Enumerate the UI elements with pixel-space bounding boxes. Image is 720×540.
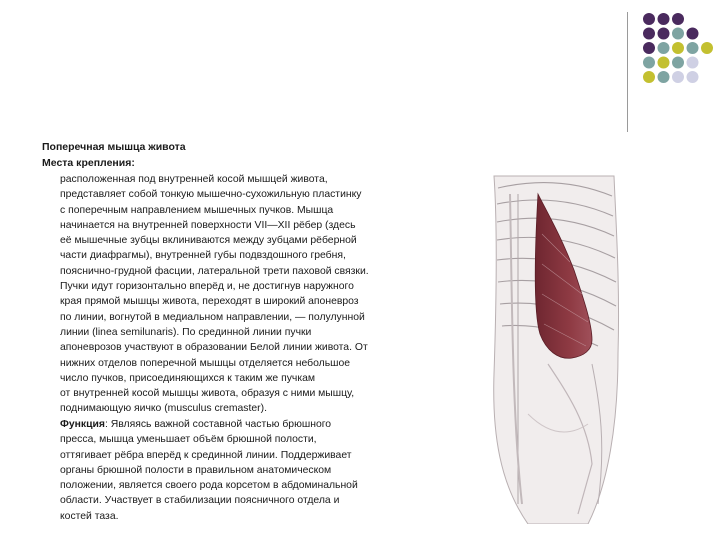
text-line: положении, является своего рода корсетом в абдоминальной	[60, 480, 358, 492]
text-line: нижних отделов поперечной мышцы отделяется небольшое	[60, 357, 351, 369]
text-line: её мышечные зубцы вклиниваются между зубцами рёберной	[60, 235, 357, 247]
attachment-heading: Места крепления:	[42, 157, 135, 169]
decorative-dot	[643, 57, 655, 69]
decorative-dot	[658, 28, 670, 40]
decorative-dot	[672, 57, 684, 69]
text-line: края прямой мышцы живота, переходят в широкий апоневроз	[60, 296, 359, 308]
text-line: апоневрозов участвуют в образовании Белой линии живота. От	[60, 342, 368, 354]
text-line: части диафрагмы), внутренней губы подвздошного гребня,	[60, 250, 346, 262]
decorative-dot	[643, 42, 655, 54]
text-line: оттягивает рёбра вперёд к срединной линии. Поддерживает	[60, 449, 352, 461]
text-line: с поперечным направлением мышечных пучков. Мышца	[60, 204, 334, 216]
decorative-dot	[658, 71, 670, 83]
description-text	[60, 172, 369, 417]
text-line: расположенная под внутренней косой мышцей живота,	[60, 174, 328, 185]
decorative-dot	[658, 42, 670, 54]
decorative-dot	[672, 42, 684, 54]
decorative-dot-grid	[642, 12, 718, 112]
decorative-dot	[643, 71, 655, 83]
decorative-dot	[643, 13, 655, 25]
text-line: поднимающую яичко (musculus cremaster).	[60, 403, 267, 415]
page-title: Поперечная мышца живота	[42, 141, 186, 153]
function-intro: : Являясь важной составной частью брюшного	[104, 419, 332, 430]
text-line: Пучки идут горизонтально вперёд и, не достигнув наружного	[60, 281, 354, 293]
text-line: органы брюшной полости в правильном анатомическом	[60, 464, 332, 476]
text-line: по линии, вогнутой в медиальном направлении, — полулунной	[60, 311, 365, 323]
text-line: начинается на внутренней поверхности VII—XII рёбер (здесь	[60, 219, 356, 231]
text-line: представляет собой тонкую мышечно-сухожильную пластинку	[60, 189, 362, 201]
text-line: пояснично-грудной фасции, латеральной трети паховой связки.	[60, 265, 369, 277]
decorative-dot	[687, 71, 699, 83]
text-line: пресса, мышца уменьшает объём брюшной полости,	[60, 434, 317, 446]
decorative-dot	[687, 28, 699, 40]
divider-line	[627, 12, 628, 132]
text-line: линии (linea semilunaris). По срединной линии пучки	[60, 326, 312, 338]
decorative-dot	[701, 42, 713, 54]
decorative-dot	[643, 28, 655, 40]
text-line: от внутренней косой мышцы живота, образуя с ними мышцу,	[60, 388, 355, 400]
text-line	[60, 417, 358, 432]
decorative-dot	[672, 28, 684, 40]
text-line: области. Участвует в стабилизации поясничного отдела и	[60, 495, 340, 507]
decorative-dot	[658, 57, 670, 69]
decorative-dot	[687, 42, 699, 54]
decorative-dot	[672, 71, 684, 83]
decorative-dot	[672, 13, 684, 25]
function-label: Функция	[60, 419, 105, 430]
text-line: костей таза.	[60, 510, 119, 522]
decorative-dot	[658, 13, 670, 25]
function-text	[60, 417, 358, 524]
anatomy-illustration-icon	[488, 174, 622, 524]
text-line: число пучков, присоединяющихся к таким же пучкам	[60, 372, 316, 384]
decorative-dot	[687, 57, 699, 69]
